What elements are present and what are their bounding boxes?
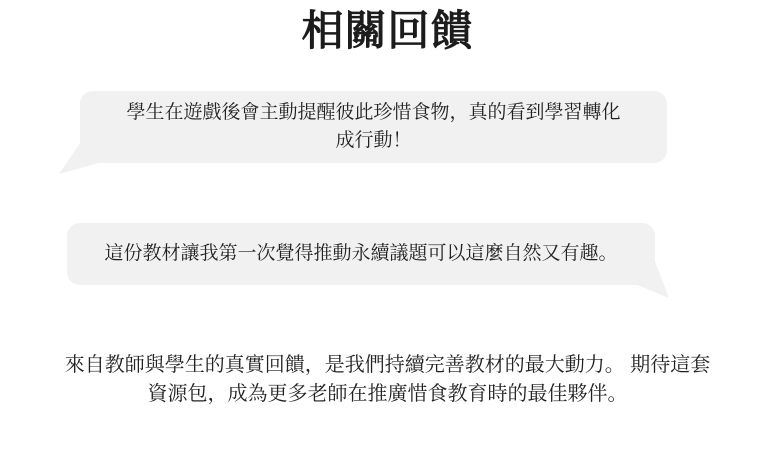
speech-tail-left xyxy=(59,141,104,174)
testimonial-2-line-1: 這份教材讓我第一次覺得推動永續議題可以這麼自然又有趣。 xyxy=(104,243,618,264)
page-title: 相關回饋 xyxy=(301,7,474,54)
testimonial-1-line-1: 學生在遊戲後會主動提醒彼此珍惜食物，真的看到學習轉化 xyxy=(126,102,621,123)
closing-note-line-1: 來自教師與學生的真實回饋，是我們持續完善教材的最大動力。 期待這套 xyxy=(64,354,711,376)
closing-note-line-2: 資源包，成為更多老師在推廣惜食教育時的最佳夥伴。 xyxy=(147,383,628,405)
testimonial-bubble-2 xyxy=(67,223,655,285)
testimonial-bubble-1 xyxy=(80,91,667,163)
testimonial-1-line-2: 成行動！ xyxy=(335,130,412,151)
closing-note xyxy=(40,351,735,409)
